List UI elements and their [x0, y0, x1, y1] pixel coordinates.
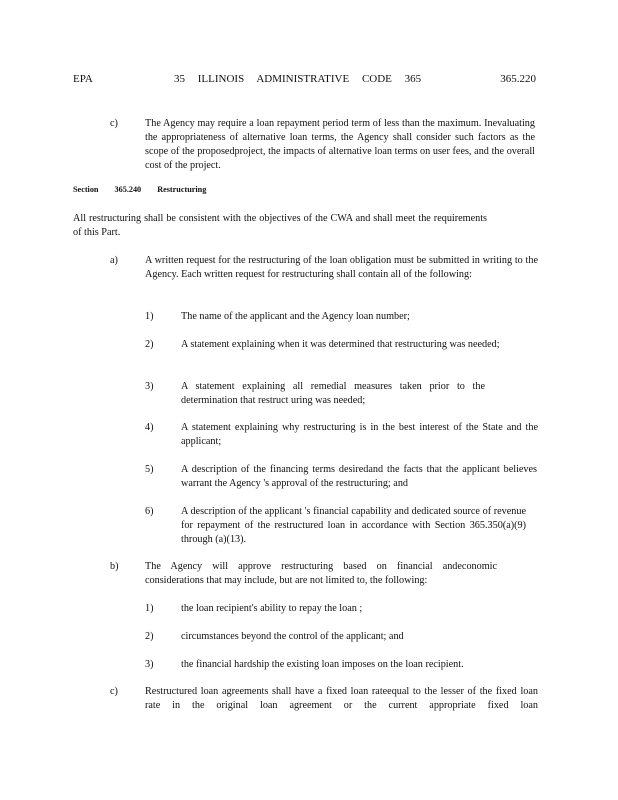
para-b-item-text: the financial hardship the existing loan imposes on the loan recipient.: [181, 659, 464, 670]
para-a-item-text: A description of the applicant 's financial capability and dedicated source of revenue for repayment of the restructured loan in accordance with Section 365.350(a)(9) through (a)(13).: [181, 506, 526, 545]
para-a-item-label: 5): [145, 464, 154, 475]
para-a-item-text: A statement explaining all remedial measures taken prior to the determination that restruct uring was needed;: [181, 381, 485, 406]
para-a-item-text: A statement explaining when it was determined that restructuring was needed;: [181, 339, 500, 350]
para-b-item-label: 3): [145, 659, 154, 670]
section-number: 365.240: [114, 185, 142, 194]
para-b-text: The Agency will approve restructuring based on financial andeconomic considerations that may include, but are not limited to, the following:: [145, 561, 497, 586]
para-b-item-text: circumstances beyond the control of the applicant; and: [181, 631, 404, 642]
para-a-item-label: 4): [145, 422, 154, 433]
para-a-text: A written request for the restructuring of the loan obligation must be submitted in writing to the Agency. Each written request for restructuring shall contain all of the following:: [145, 255, 538, 280]
para-a-item-text: A description of the financing terms desiredand the facts that the applicant believes warrant the Agency 's approval of the restructuring; and: [181, 464, 537, 489]
section-word: Section: [73, 185, 99, 194]
para-a-item-text: The name of the applicant and the Agency loan number;: [181, 311, 410, 322]
para-c-text: Restructured loan agreements shall have a fixed loan rateequal to the lesser of the fixed loan rate in the original loan agreement or the current appropriate fixed loan: [145, 686, 538, 711]
intro-paragraph: All restructuring shall be consistent with the objectives of the CWA and shall meet the requirements of this Part.: [73, 213, 487, 238]
para-a-item-label: 6): [145, 506, 154, 517]
para-b-item-text: the loan recipient's ability to repay the loan ;: [181, 603, 363, 614]
para-c-label: c): [110, 686, 118, 697]
section-heading: [73, 185, 206, 194]
para-c-prev-text: The Agency may require a loan repayment period term of less than the maximum. Inevaluating the appropriateness of alternative loan terms, the Agency shall consider such factors as the scope of the proposedproject, the impacts of alternative loan terms on user fees, and the overall cost of the project.: [145, 118, 535, 171]
para-c-prev-label: c): [110, 118, 118, 129]
header-title: 35 ILLINOIS ADMINISTRATIVE CODE 365: [174, 73, 422, 85]
para-a-item-label: 1): [145, 311, 154, 322]
header-section-number: 365.220: [500, 73, 536, 85]
para-b-item-label: 1): [145, 603, 154, 614]
section-title: Restructuring: [157, 185, 207, 194]
para-a-item-label: 3): [145, 381, 154, 392]
header-agency: EPA: [73, 73, 93, 85]
para-b-item-label: 2): [145, 631, 154, 642]
para-b-label: b): [110, 561, 119, 572]
para-a-label: a): [110, 255, 118, 266]
para-a-item-label: 2): [145, 339, 154, 350]
para-a-item-text: A statement explaining why restructuring is in the best interest of the State and the applicant;: [181, 422, 538, 447]
